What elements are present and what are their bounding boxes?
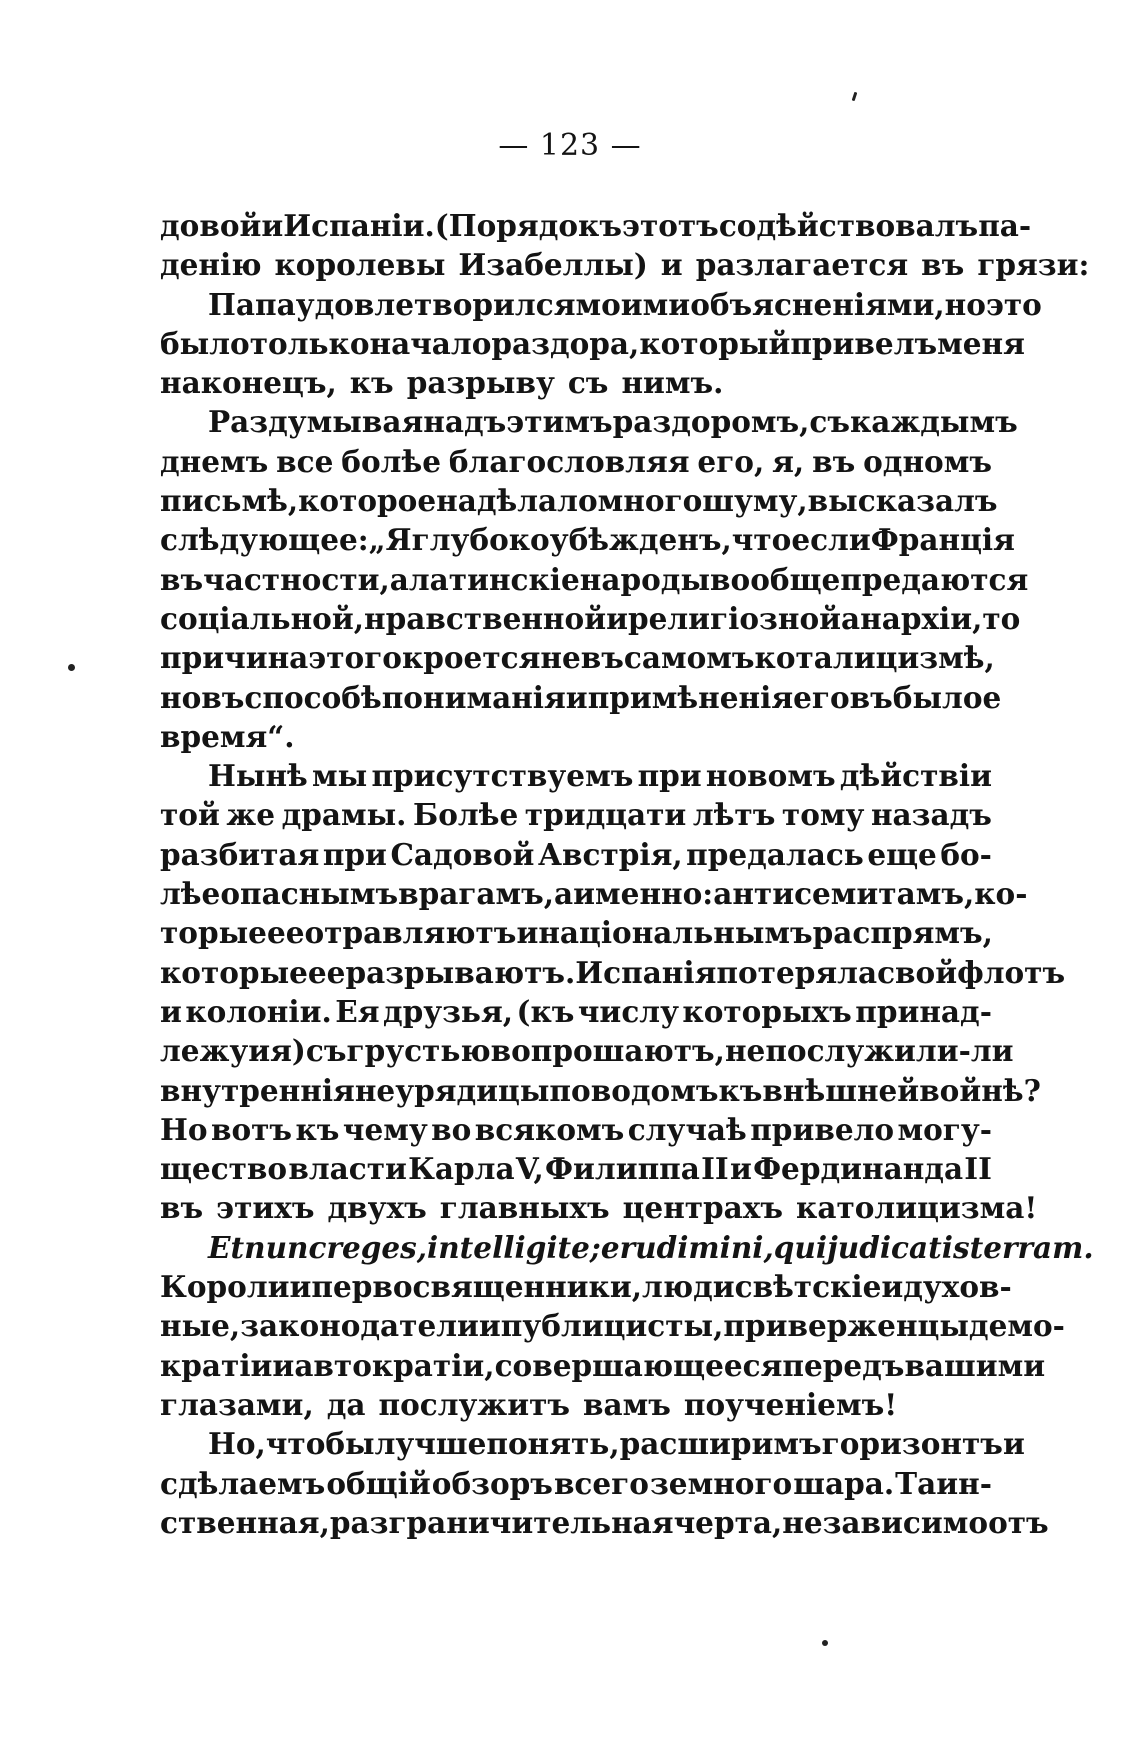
scan-speck	[822, 1640, 828, 1646]
word: а	[554, 876, 574, 912]
word: кроется	[401, 640, 541, 676]
text-line	[160, 1503, 1049, 1542]
word: послужили-ли	[765, 1033, 1014, 1069]
word: что	[731, 522, 792, 558]
word: который	[639, 325, 791, 361]
word: присутствуемъ	[371, 758, 634, 794]
word: друзья,	[382, 993, 514, 1029]
word: а	[389, 561, 409, 597]
word: разрываютъ.	[345, 954, 576, 990]
word: и	[729, 1151, 752, 1187]
word: ственная,	[160, 1504, 330, 1540]
word: все	[276, 443, 334, 479]
word: распрямъ,	[812, 915, 993, 951]
word: потеряла	[716, 954, 878, 990]
word: при	[637, 758, 702, 794]
word: Австрія,	[537, 836, 683, 872]
word: болѣе	[341, 443, 441, 479]
word: меня	[937, 325, 1025, 361]
word: съ	[305, 1033, 347, 1069]
word: демо-	[968, 1308, 1065, 1344]
word: и	[606, 600, 628, 636]
word: надѣлало	[436, 483, 598, 519]
word: частности,	[203, 561, 390, 597]
text-line	[160, 1149, 992, 1188]
word: нимъ.	[621, 365, 724, 401]
word: съ	[809, 404, 850, 440]
word: привело	[750, 1111, 895, 1147]
word: при	[322, 836, 387, 872]
text-line	[160, 1071, 1041, 1110]
word: былое	[892, 679, 1002, 715]
word: Изабеллы)	[458, 247, 648, 283]
word: начало	[369, 325, 492, 361]
word: примѣненія	[587, 679, 794, 715]
word: грустью	[346, 1033, 491, 1069]
word: которые	[160, 954, 308, 990]
word: этихъ	[216, 1190, 315, 1226]
word: этимъ	[506, 404, 613, 440]
word: раздора,	[491, 325, 640, 361]
word: въ	[812, 443, 856, 479]
word: judicatis	[827, 1229, 970, 1265]
word: во	[431, 1111, 472, 1147]
word: ее	[307, 954, 346, 990]
word: лежу	[160, 1033, 249, 1069]
word: Болѣе	[413, 797, 519, 833]
word: ее	[266, 915, 305, 951]
word: V,	[515, 1151, 544, 1187]
word: и	[160, 993, 182, 1029]
word: числу	[577, 993, 679, 1029]
word: которое	[298, 483, 437, 519]
word: въ	[160, 1190, 204, 1226]
word: лѣтъ	[692, 797, 776, 833]
word: вообще	[710, 561, 841, 597]
word: торые	[160, 915, 267, 951]
word: земного	[649, 1465, 793, 1501]
word: нравственной	[364, 600, 607, 636]
word: отъ	[988, 1504, 1049, 1540]
word: Et	[208, 1229, 245, 1265]
text-line	[160, 1267, 1012, 1306]
word: каждымъ	[850, 404, 1018, 440]
word: и	[660, 247, 683, 283]
word: надъ	[423, 404, 507, 440]
word: Филиппа	[545, 1151, 700, 1187]
word: лучше	[374, 1426, 487, 1462]
word: это	[985, 286, 1042, 322]
text-line	[160, 481, 998, 520]
word: этого	[308, 640, 402, 676]
word: публицисты,	[500, 1308, 724, 1344]
word: внѣшней	[762, 1072, 920, 1108]
text-line	[160, 795, 992, 834]
word: Папа	[208, 286, 296, 322]
word: II	[701, 1151, 729, 1187]
word: не	[724, 1033, 766, 1069]
word: было	[160, 325, 250, 361]
text-line	[160, 206, 1032, 245]
word: совершающееся	[494, 1347, 783, 1383]
word: съ	[567, 365, 609, 401]
word: кратіи	[160, 1347, 273, 1383]
word: слѣдующее:	[160, 522, 369, 558]
word: той	[160, 797, 220, 833]
word: Садовой	[390, 836, 535, 872]
word: привелъ	[790, 325, 938, 361]
word: національнымъ	[538, 915, 813, 951]
word: не	[540, 640, 581, 676]
word: въ	[160, 561, 204, 597]
text-line	[160, 638, 995, 677]
word: письмѣ,	[160, 483, 299, 519]
word: понять,	[486, 1426, 620, 1462]
word: способѣ	[244, 679, 382, 715]
text-line	[160, 245, 1090, 284]
word: Франція	[870, 522, 1015, 558]
word: ные,	[160, 1308, 241, 1344]
word: (къ	[516, 993, 575, 1029]
word: разрыву	[406, 365, 555, 401]
word: духов-	[903, 1269, 1012, 1305]
word: и	[516, 915, 539, 951]
text-line	[160, 1228, 1094, 1267]
word: причина	[160, 640, 309, 676]
text-line	[160, 678, 1002, 717]
text-line	[160, 992, 992, 1031]
word: внутреннія	[160, 1072, 355, 1108]
word: общій	[326, 1465, 431, 1501]
word: неурядицы	[354, 1072, 550, 1108]
word: грязи:	[977, 247, 1090, 283]
word: коталицизмѣ,	[754, 640, 995, 676]
word: то	[982, 600, 1021, 636]
word: поученіемъ!	[683, 1386, 898, 1422]
word: свѣтскіе	[734, 1269, 882, 1305]
word: много	[597, 483, 703, 519]
word: сдѣлаемъ	[160, 1465, 326, 1501]
word: nunc	[244, 1229, 327, 1265]
word: Раздумывая	[208, 404, 424, 440]
word: лѣе	[160, 876, 221, 912]
text-line	[160, 363, 992, 402]
word: и	[478, 1308, 501, 1344]
word: соціальной,	[160, 600, 364, 636]
word: reges,	[326, 1229, 428, 1265]
word: свой	[877, 954, 958, 990]
word: расширимъ	[619, 1426, 822, 1462]
word: обзоръ	[431, 1465, 553, 1501]
word: послужитъ	[378, 1386, 570, 1422]
word: разбитая	[160, 836, 320, 872]
scan-speck	[852, 92, 858, 101]
word: глубоко	[411, 522, 550, 558]
word: erudimini,	[600, 1229, 774, 1265]
word: же	[226, 797, 275, 833]
word: щество	[160, 1151, 288, 1187]
word: шара.	[793, 1465, 895, 1501]
word: удовлетворился	[295, 286, 576, 322]
word: независимо	[782, 1504, 989, 1540]
word: религіозной	[627, 600, 841, 636]
word: „Я	[368, 522, 412, 558]
word: я,	[772, 443, 805, 479]
text-line	[160, 324, 1025, 363]
word: время“.	[160, 718, 295, 754]
word: мы	[312, 758, 368, 794]
word: къ	[349, 365, 394, 401]
word: Таин-	[895, 1465, 992, 1501]
word: колоніи.	[185, 993, 332, 1029]
word: Испанія	[575, 954, 717, 990]
word: объясненіями,	[690, 286, 945, 322]
word: къ	[295, 1111, 340, 1147]
word: новомъ	[705, 758, 836, 794]
word: черта,	[673, 1504, 783, 1540]
text-line	[160, 1110, 992, 1149]
word: шуму,	[702, 483, 808, 519]
word: автократіи,	[294, 1347, 495, 1383]
word: благословляя	[448, 443, 690, 479]
word: ко-	[974, 876, 1028, 912]
word: довой	[160, 208, 262, 243]
body-text	[160, 206, 1094, 1542]
text-line	[160, 599, 1021, 638]
word: и	[1002, 1426, 1025, 1462]
word: этотъ	[621, 208, 719, 243]
word: разграничительная	[329, 1504, 674, 1540]
word: вашими	[904, 1347, 1046, 1383]
word: и	[272, 1347, 295, 1383]
text-line	[160, 717, 992, 756]
text-line	[160, 1464, 992, 1503]
word: но	[944, 286, 986, 322]
word: его,	[697, 443, 765, 479]
text-line	[160, 1188, 1038, 1227]
word: власти	[288, 1151, 407, 1187]
word: горизонтъ	[821, 1426, 1003, 1462]
word: чтобы	[265, 1426, 375, 1462]
word: назадъ	[870, 797, 992, 833]
word: предаются	[840, 561, 1029, 597]
word: глазами,	[160, 1386, 314, 1422]
word: передъ	[782, 1347, 905, 1383]
word: дѣйствіи	[839, 758, 992, 794]
word: и	[565, 679, 588, 715]
word: драмы.	[281, 797, 407, 833]
word: только	[249, 325, 370, 361]
word: чему	[342, 1111, 428, 1147]
word: которыхъ	[682, 993, 852, 1029]
text-line	[160, 1346, 1046, 1385]
text-line	[160, 285, 1042, 324]
word: въ	[921, 247, 965, 283]
word: Нынѣ	[208, 758, 308, 794]
word: двухъ	[327, 1190, 427, 1226]
word: па-	[978, 208, 1032, 243]
text-line	[160, 560, 1029, 599]
word: королевы	[274, 247, 446, 283]
word: въ	[580, 640, 624, 676]
word: Короли	[160, 1269, 290, 1305]
word: моими	[575, 286, 691, 322]
word: intelligite;	[427, 1229, 601, 1265]
word: и	[289, 1269, 312, 1305]
word: но	[160, 679, 202, 715]
text-line	[160, 913, 992, 952]
word: анархіи,	[841, 600, 983, 636]
word: Ея	[335, 993, 380, 1029]
text-line	[160, 756, 992, 795]
word: и	[881, 1269, 904, 1305]
word: вотъ	[210, 1111, 293, 1147]
word: qui	[773, 1229, 828, 1265]
word: если	[791, 522, 871, 558]
word: къ	[718, 1072, 763, 1108]
word: самомъ	[623, 640, 755, 676]
word: приверженцы	[723, 1308, 969, 1344]
word: (Порядокъ	[434, 208, 622, 243]
word: вамъ	[583, 1386, 671, 1422]
word: Карла	[408, 1151, 515, 1187]
word: содѣйствовалъ	[718, 208, 979, 243]
word: разлагается	[695, 247, 909, 283]
word: Но,	[208, 1426, 266, 1462]
text-line	[160, 402, 1018, 441]
word: да	[326, 1386, 366, 1422]
word: флотъ	[957, 954, 1066, 990]
word: наконецъ,	[160, 365, 337, 401]
word: центрахъ	[622, 1190, 784, 1226]
word: II	[964, 1151, 992, 1187]
word: убѣжденъ,	[549, 522, 732, 558]
text-line	[160, 1306, 1065, 1345]
word: и	[248, 1033, 271, 1069]
word: латинскіе	[408, 561, 580, 597]
word: принад-	[855, 993, 992, 1029]
word: въ	[201, 679, 245, 715]
word: и	[261, 208, 284, 243]
word: раздоромъ,	[612, 404, 810, 440]
word: бо-	[940, 836, 992, 872]
word: Испаніи.	[283, 208, 435, 243]
word: предалась	[686, 836, 864, 872]
text-line	[160, 953, 1066, 992]
word: опаснымъ	[220, 876, 399, 912]
word: католицизма!	[796, 1190, 1038, 1226]
text-line	[160, 1385, 992, 1424]
word: именно:	[573, 876, 714, 912]
word: случаѣ	[627, 1111, 747, 1147]
text-line	[160, 1424, 1025, 1463]
word: еще	[867, 836, 937, 872]
text-line	[160, 874, 1028, 913]
word: денію	[160, 247, 262, 283]
word: всего	[553, 1465, 649, 1501]
page-number: — 123 —	[498, 128, 642, 163]
word: первосвященники,	[311, 1269, 643, 1305]
word: народы	[579, 561, 711, 597]
text-line	[160, 1031, 1014, 1070]
word: я)	[270, 1033, 306, 1069]
word: врагамъ,	[398, 876, 555, 912]
word: люди	[642, 1269, 735, 1305]
word: его	[793, 679, 850, 715]
word: вопрошаютъ,	[490, 1033, 725, 1069]
word: антисемитамъ,	[713, 876, 975, 912]
word: поводомъ	[549, 1072, 719, 1108]
word: Фердинанда	[753, 1151, 964, 1187]
word: Но	[160, 1111, 208, 1147]
word: тридцати	[524, 797, 687, 833]
word: могу-	[897, 1111, 992, 1147]
word: высказалъ	[807, 483, 998, 519]
word: пониманія	[381, 679, 566, 715]
text-line	[160, 835, 992, 874]
word: законодатели	[240, 1308, 479, 1344]
scan-speck	[68, 664, 75, 671]
word: въ	[849, 679, 893, 715]
word: тому	[781, 797, 865, 833]
text-line	[160, 520, 1015, 559]
word: войнѣ?	[919, 1072, 1041, 1108]
word: днемъ	[160, 443, 269, 479]
word: главныхъ	[439, 1190, 610, 1226]
word: одномъ	[863, 443, 992, 479]
word: terram.	[969, 1229, 1094, 1265]
word: отравляютъ	[304, 915, 517, 951]
text-line	[160, 442, 992, 481]
word: всякомъ	[474, 1111, 625, 1147]
